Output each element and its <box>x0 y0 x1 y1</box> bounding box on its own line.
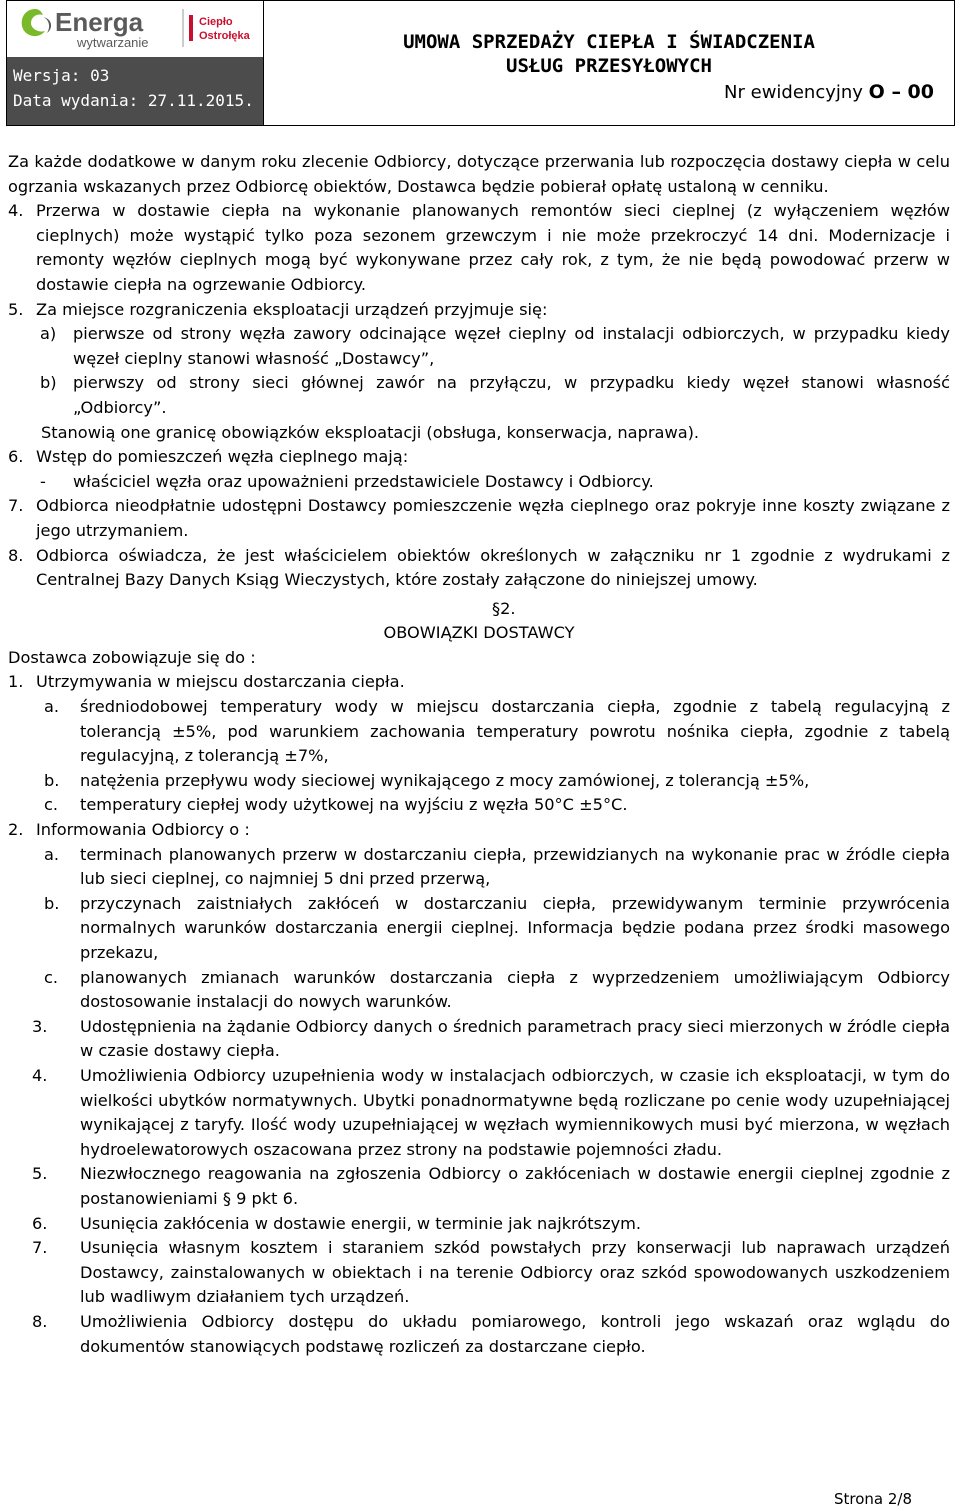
sub-letter: a) <box>40 324 57 344</box>
sub-text: natężenia przepływu wody sieciowej wynikającego z mocy zamówionej, z tolerancją ±5%, <box>80 770 810 790</box>
list-item <box>8 818 950 843</box>
item-text: Udostępnienia na żądanie Odbiorcy danych o średnich parametrach pracy sieci mierzonych w źródle ciepła w czasie dostawy ciepła. <box>80 1016 950 1061</box>
item-number: 5. <box>8 299 24 319</box>
section-intro: Dostawca zobowiązuje się do : <box>8 647 256 667</box>
sub-letter: b) <box>40 373 57 393</box>
item-number: 5. <box>32 1164 48 1184</box>
list-item <box>8 1015 950 1064</box>
document-header <box>6 0 955 126</box>
item-number: 3. <box>32 1016 48 1036</box>
item-number: 2. <box>8 820 24 840</box>
sub-text: terminach planowanych przerw w dostarczaniu ciepła, przewidzianych na wykonanie prac w źródle ciepła lub sieci cieplnej, co najmniej 5 dni przed przerwą, <box>80 844 950 889</box>
item-number: 8. <box>8 545 24 565</box>
version-label: Wersja: 03 <box>13 66 110 85</box>
section-number: §2. <box>492 598 516 618</box>
sub-letter: a. <box>44 697 60 717</box>
section-title: OBOWIĄZKI DOSTAWCY <box>383 623 575 643</box>
dash-text: właściciel węzła oraz upoważnieni przedstawiciele Dostawcy i Odbiorcy. <box>73 471 654 491</box>
sub-item <box>8 322 950 371</box>
item-text: Informowania Odbiorcy o : <box>36 820 250 840</box>
dash-item <box>8 470 950 495</box>
page-number: Strona 2/8 <box>833 1490 912 1508</box>
sub-item <box>8 769 950 794</box>
item-number: 7. <box>8 496 24 516</box>
sub-text: pierwsze od strony węzła zawory odcinające węzeł cieplny od instalacji odbiorczych, w przypadku kiedy węzeł cieplny stanowi własność „Dostawcy”, <box>73 324 950 368</box>
intro-paragraph: Za każde dodatkowe w danym roku zlecenie Odbiorcy, dotyczące przerwania lub rozpoczęcia dostawy ciepła w celu ogrzania wskazanych przez Odbiorcę obiektów, Dostawca będzie pobierał opłatę ustaloną w cenniku. <box>8 152 950 196</box>
item-text: Wstęp do pomieszczeń węzła cieplnego mają: <box>36 447 409 467</box>
item-number: 6. <box>32 1213 48 1233</box>
item-text: Umożliwienia Odbiorcy uzupełnienia wody w instalacjach odbiorczych, w czasie ich eksploatacji, w tym do wielkości ubytków normatywnych. Ubytki ponadnormatywne będą rozliczane po cenie wody uzupełniającej wynikającej z taryfy. Ilość wody uzupełniającej w węzłach wymiennikowych musi być mierzona, w węzłach hydroelewatorowych oszacowana przez strony na podstawie pojemności zładu. <box>80 1065 950 1159</box>
item-number: 7. <box>32 1238 48 1258</box>
sub-letter: c. <box>44 795 59 815</box>
sub-text: temperatury ciepłej wody użytkowej na wyjściu z węzła 50°C ±5°C. <box>80 795 628 815</box>
svg-text:wytwarzanie: wytwarzanie <box>77 35 149 50</box>
svg-text:Ostrołęka: Ostrołęka <box>199 30 250 42</box>
list-item <box>8 1162 950 1211</box>
item-text: Utrzymywania w miejscu dostarczania ciepła. <box>36 672 405 692</box>
sub-item <box>8 695 950 769</box>
sub-item <box>8 793 950 818</box>
item-number: 6. <box>8 447 24 467</box>
sub-text: planowanych zmianach warunków dostarczania ciepła z wyprzedzeniem umożliwiającym Odbiorcy dostosowanie instalacji do nowych warunków. <box>80 967 950 1012</box>
item-number: 8. <box>32 1311 48 1331</box>
svg-text:Ciepło: Ciepło <box>199 16 233 28</box>
item-text: Przerwa w dostawie ciepła na wykonanie planowanych remontów sieci cieplnej (z wyłączeniem węzłów cieplnych) może wystąpić tylko poza sezonem grzewczym i nie może przekroczyć 14 dni. Modernizacje i remonty węzłów cieplnych mogą być wykonywane przez cały rok, z tym, że nie będą powodować przerw w dostawie ciepła na ogrzewanie Odbiorcy. <box>36 201 950 294</box>
dash-mark: - <box>40 471 46 491</box>
item-text: Odbiorca nieodpłatnie udostępni Dostawcy pomieszczenie węzła cieplnego oraz pokryje inne koszty związane z jego utrzymaniem. <box>36 496 950 540</box>
list-item <box>8 1310 950 1359</box>
sub-letter: a. <box>44 844 60 864</box>
list-item <box>8 1236 950 1310</box>
issue-date: Data wydania: 27.11.2015. <box>13 91 254 110</box>
item-number: 1. <box>8 672 24 692</box>
title-box <box>263 1 954 125</box>
sub-item <box>8 371 950 420</box>
svg-text:Energa: Energa <box>55 7 144 37</box>
sub-letter: b. <box>44 770 60 790</box>
company-logo <box>7 1 263 57</box>
sub-letter: c. <box>44 967 59 987</box>
doc-title-line1: UMOWA SPRZEDAŻY CIEPŁA I ŚWIADCZENIA <box>403 31 815 53</box>
list-item <box>8 445 950 470</box>
list-item <box>8 298 950 323</box>
sub-letter: b. <box>44 893 60 913</box>
item-text: Za miejsce rozgraniczenia eksploatacji urządzeń przyjmuje się: <box>36 299 548 319</box>
item5-tail: Stanowią one granicę obowiązków eksploatacji (obsługa, konserwacja, naprawa). <box>41 422 700 442</box>
energa-logo-icon <box>7 1 263 57</box>
document-body <box>8 150 950 1359</box>
list-item <box>8 544 950 593</box>
registry-value: O – 00 <box>868 81 934 103</box>
doc-title-line2: USŁUG PRZESYŁOWYCH <box>506 55 712 77</box>
item-text: Usunięcia zakłócenia w dostawie energii, w terminie jak najkrótszym. <box>80 1213 642 1233</box>
version-box <box>7 57 263 125</box>
registry-number <box>724 81 934 103</box>
sub-item <box>8 966 950 1015</box>
item-text: Niezwłocznego reagowania na zgłoszenia Odbiorcy o zakłóceniach w dostawie energii cieplnej zgodnie z postanowieniami § 9 pkt 6. <box>80 1164 950 1208</box>
sub-text: przyczynach zaistniałych zakłóceń w dostarczaniu ciepła, przewidywanym terminie przywrócenia normalnych warunków dostarczania energii cieplnej. Informacja będzie podana przez środki masowego przekazu, <box>80 893 950 962</box>
registry-label: Nr ewidencyjny <box>724 82 863 103</box>
list-item <box>8 1212 950 1237</box>
item-text: Umożliwienia Odbiorcy dostępu do układu pomiarowego, kontroli jego wskazań oraz wglądu do dokumentów stanowiących podstawę rozliczeń za dostarczane ciepło. <box>80 1311 950 1356</box>
item-text: Usunięcia własnym kosztem i staraniem szkód powstałych przy konserwacji lub naprawach urządzeń Dostawcy, zainstalowanych w obiektach i na terenie Odbiorcy oraz szkód spowodowanych uszkodzeniem lub wadliwym działaniem tych urządzeń. <box>80 1238 950 1307</box>
sub-item <box>8 843 950 892</box>
sub-text: pierwszy od strony sieci głównej zawór na przyłączu, w przypadku kiedy węzeł stanowi własność „Odbiorcy”. <box>73 373 950 417</box>
sub-text: średniodobowej temperatury wody w miejscu dostarczania ciepła, zgodnie z tabelą regulacyjną z tolerancją ±5%, pod warunkiem zachowania temperatury powrotu nośnika ciepła, zgodnie z tabelą regulacyjną, z tolerancją ±7%, <box>80 697 950 766</box>
list-item <box>8 670 950 695</box>
list-item <box>8 494 950 543</box>
sub-item <box>8 892 950 966</box>
list-item <box>8 1064 950 1162</box>
item-text: Odbiorca oświadcza, że jest właścicielem obiektów określonych w załączniku nr 1 zgodnie z wydrukami z Centralnej Bazy Danych Ksiąg Wieczystych, które zostały załączone do niniejszej umowy. <box>36 545 950 590</box>
list-item <box>8 199 950 297</box>
item-number: 4. <box>32 1065 48 1085</box>
item-number: 4. <box>8 201 24 221</box>
